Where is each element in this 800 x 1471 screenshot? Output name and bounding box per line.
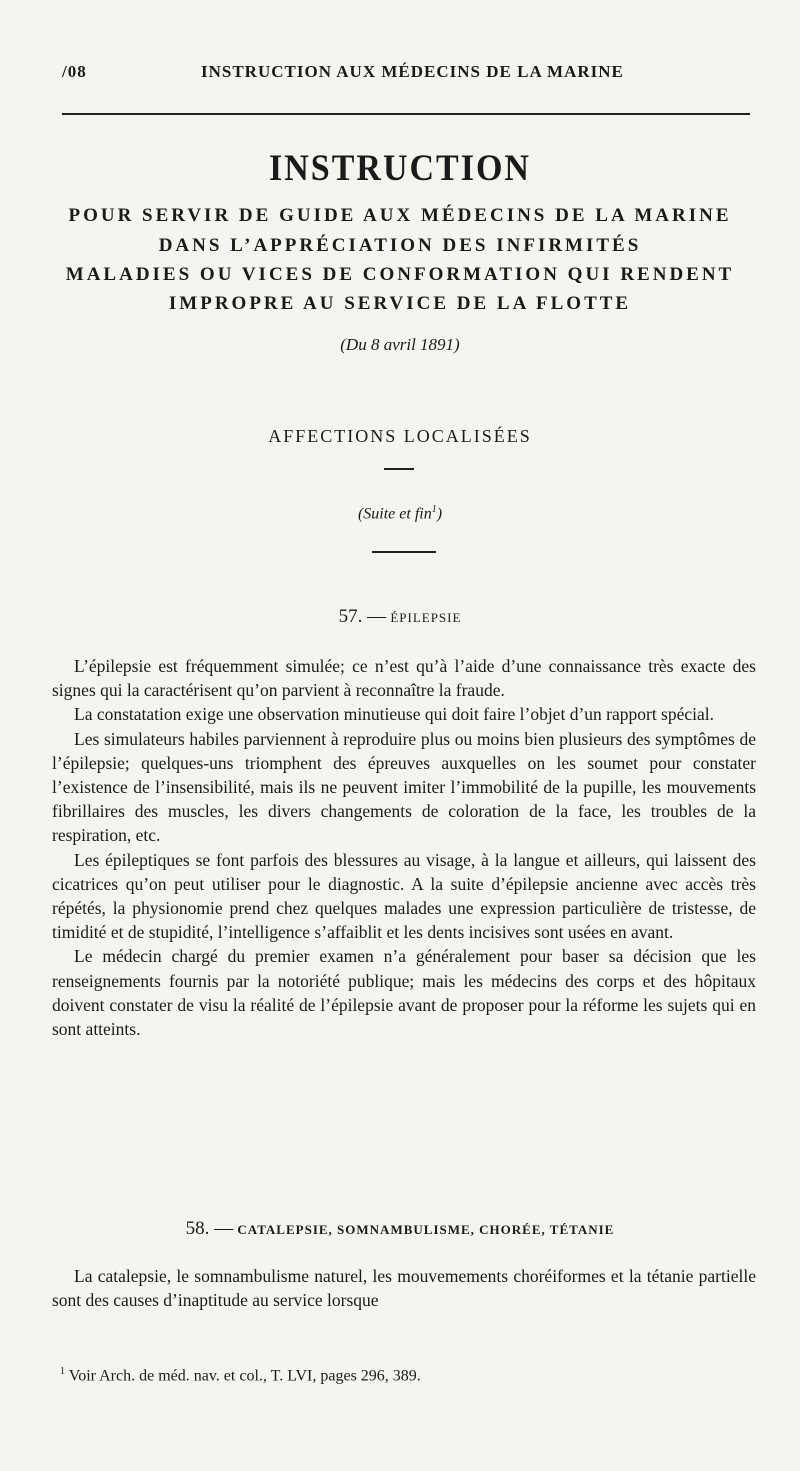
- continuation-note: (Suite et fin$^1$): [357, 504, 443, 523]
- paragraph: Le médecin chargé du premier examen n’a généralement pour baser sa décision que les renseignements fournis par la notoriété publique; mais les médecins des corps et des hôpitaux doivent constater de visu la réalité de l’épilepsie avant de proposer pour la réforme les sujets qui en sont atteints.: [52, 946, 756, 1040]
- section-dash: [384, 468, 414, 470]
- document-title: INSTRUCTION: [269, 148, 531, 189]
- article-57-heading: 57. — ÉPILEPSIE: [338, 606, 462, 627]
- header-rule: [62, 113, 750, 115]
- footnote-text: Voir Arch. de méd. nav. et col., T. LVI, pages 296, 389.: [68, 1367, 421, 1385]
- running-header: [56, 62, 744, 86]
- paragraph: Les simulateurs habiles parviennent à reproduire plus ou moins bien plusieurs des symptômes de l’épilepsie; quelques-uns triomphent des épreuves auxquelles on les soumet pour constater l’existence de l’insensibilité, mais ils ne peuvent imiter l’immobilité de la pupille, les mouvements fibrillaires des muscles, les divers changements de coloration de la face, les troubles de la respiration, etc.: [52, 728, 756, 846]
- article-58-body: [52, 1264, 756, 1312]
- paragraph: La constatation exige une observation minutieuse qui doit faire l’objet d’un rapport spécial.: [74, 704, 715, 725]
- paragraph: L’épilepsie est fréquemment simulée; ce n’est qu’à l’aide d’une connaissance très exacte des signes qui la caractérisent qu’on parvient à reconnaître la fraude.: [52, 656, 756, 701]
- footnote: [60, 1366, 760, 1385]
- title-line-3: MALADIES OU VICES DE CONFORMATION QUI RENDENT: [65, 264, 735, 285]
- title-line-4: IMPROPRE AU SERVICE DE LA FLOTTE: [168, 293, 632, 314]
- page-number: /08: [62, 62, 87, 81]
- section-heading: AFFECTIONS LOCALISÉES: [268, 426, 532, 446]
- paragraph: Les épileptiques se font parfois des blessures au visage, à la langue et ailleurs, qui laissent des cicatrices qu’on peut utiliser pour le diagnostic. A la suite d’épilepsie ancienne avec accès très répétés, la physionomie prend chez quelques malades une expression particulière de tristesse, de timidité et de stupidité, l’intelligence s’affaiblit et les dents incisives sont usées en avant.: [52, 849, 756, 943]
- footnote-ref: 1: [431, 504, 437, 515]
- running-title: INSTRUCTION AUX MÉDECINS DE LA MARINE: [201, 62, 624, 81]
- article-57-body: [52, 654, 756, 1041]
- document-date: (Du 8 avril 1891): [340, 335, 460, 354]
- article-58-heading: 58. — CATALEPSIE, SOMNAMBULISME, CHORÉE, TÉTANIE: [185, 1218, 615, 1239]
- section-rule: [372, 551, 436, 553]
- paragraph: La catalepsie, le somnambulisme naturel, les mouvemements choréiformes et la tétanie partielle sont des causes d’inaptitude au service lorsque: [52, 1266, 756, 1311]
- title-line-2: DANS L’APPRÉCIATION DES INFIRMITÉS: [158, 235, 642, 256]
- title-line-1: POUR SERVIR DE GUIDE AUX MÉDECINS DE LA MARINE: [68, 205, 732, 226]
- footnote-mark: 1: [60, 1366, 65, 1377]
